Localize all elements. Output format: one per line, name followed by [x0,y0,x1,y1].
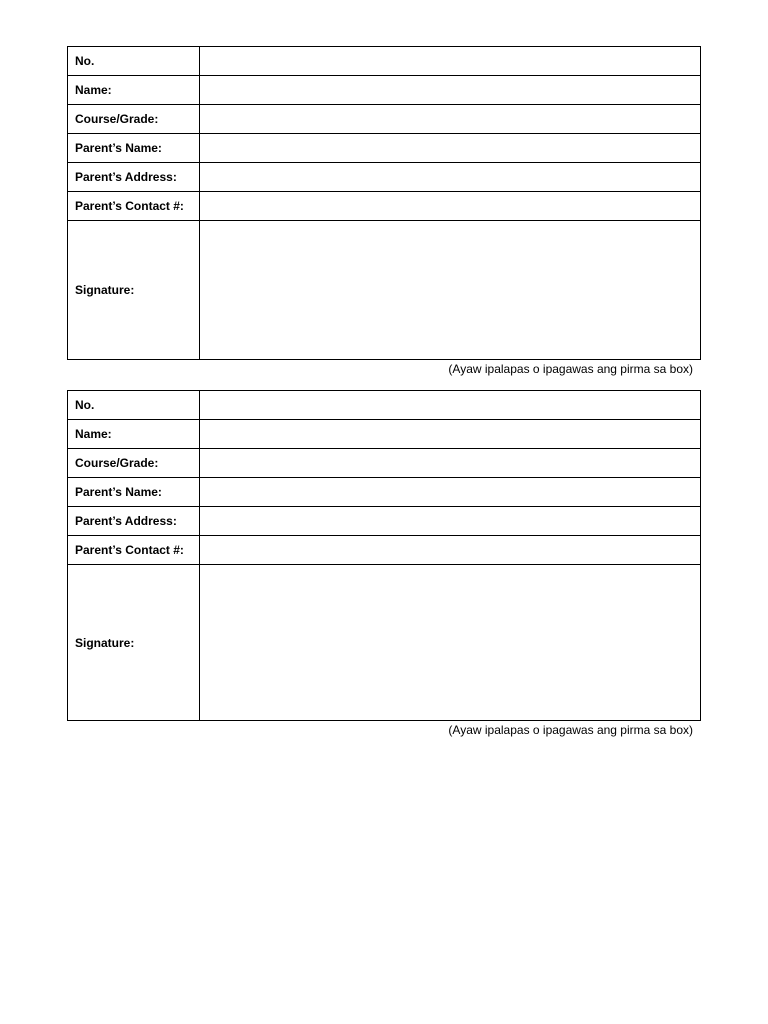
row-parents-address [68,163,701,192]
course-grade-field[interactable] [200,105,701,134]
parents-contact-field[interactable] [200,536,701,565]
parents-address-field[interactable] [200,163,701,192]
label-parents-address: Parent’s Address: [68,163,200,192]
label-course-grade: Course/Grade: [68,449,200,478]
row-name [68,76,701,105]
row-name [68,420,701,449]
label-parents-contact: Parent’s Contact #: [68,536,200,565]
row-parents-contact [68,192,701,221]
row-course-grade [68,449,701,478]
row-parents-name [68,478,701,507]
signature-box[interactable] [200,221,701,360]
course-grade-field[interactable] [200,449,701,478]
label-parents-contact: Parent’s Contact #: [68,192,200,221]
consent-form-1 [67,46,701,376]
row-course-grade [68,105,701,134]
label-name: Name: [68,420,200,449]
label-parents-name: Parent’s Name: [68,478,200,507]
label-course-grade: Course/Grade: [68,105,200,134]
no-field[interactable] [200,47,701,76]
row-no [68,391,701,420]
row-parents-name [68,134,701,163]
consent-form-2 [67,390,701,737]
label-signature: Signature: [68,221,200,360]
parents-name-field[interactable] [200,134,701,163]
row-no [68,47,701,76]
row-parents-contact [68,536,701,565]
label-no: No. [68,47,200,76]
parents-contact-field[interactable] [200,192,701,221]
signature-note: (Ayaw ipalapas o ipagawas ang pirma sa box) [448,723,693,737]
signature-note: (Ayaw ipalapas o ipagawas ang pirma sa box) [448,362,693,376]
row-signature [68,565,701,721]
form-table [67,390,701,721]
form-table [67,46,701,360]
parents-name-field[interactable] [200,478,701,507]
signature-box[interactable] [200,565,701,721]
label-signature: Signature: [68,565,200,721]
parents-address-field[interactable] [200,507,701,536]
label-no: No. [68,391,200,420]
row-signature [68,221,701,360]
label-parents-name: Parent’s Name: [68,134,200,163]
name-field[interactable] [200,420,701,449]
label-parents-address: Parent’s Address: [68,507,200,536]
no-field[interactable] [200,391,701,420]
label-name: Name: [68,76,200,105]
row-parents-address [68,507,701,536]
name-field[interactable] [200,76,701,105]
